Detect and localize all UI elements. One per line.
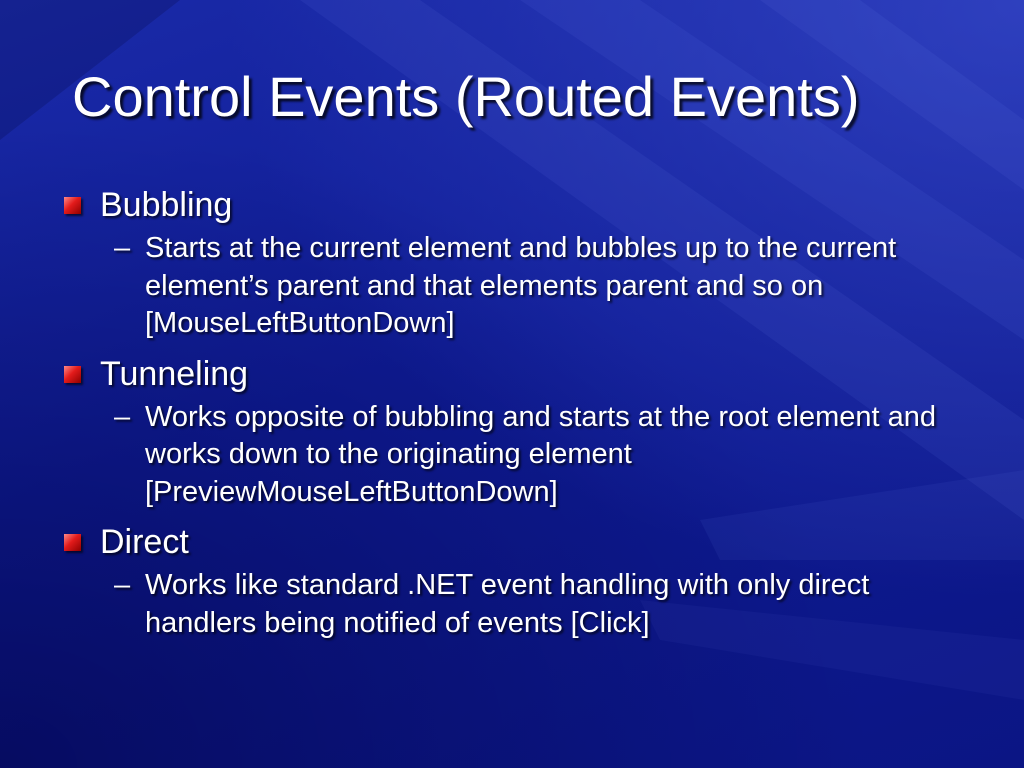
slide-title: Control Events (Routed Events) — [72, 65, 860, 128]
bullet-label: Direct — [100, 523, 189, 561]
sub-bullet-direct — [114, 567, 942, 642]
bullet-direct — [62, 521, 942, 563]
bullet-label: Tunneling — [100, 354, 249, 393]
sub-bullet-text: Works opposite of bubbling and starts at the root element and works down to the originating element [PreviewMouseLeftButtonDown] — [145, 400, 937, 508]
dash-bullet: – — [114, 569, 131, 601]
square-bullet-icon — [64, 534, 81, 551]
sub-bullet-text: Starts at the current element and bubbles up to the current element’s parent and that elements parent and so on [MouseLeftButtonDown] — [145, 232, 897, 339]
dash-bullet: – — [114, 400, 131, 433]
bullet-list — [62, 184, 942, 652]
sub-bullet-text: Works like standard .NET event handling with only direct handlers being notified of events [Click] — [145, 569, 870, 639]
bullet-label: Bubbling — [100, 186, 233, 224]
sub-bullet-tunneling — [114, 399, 942, 512]
square-bullet-icon — [64, 197, 81, 214]
sub-bullet-bubbling — [114, 230, 942, 343]
bullet-bubbling — [62, 184, 942, 226]
square-bullet-icon — [64, 366, 81, 383]
bullet-tunneling — [62, 353, 942, 395]
dash-bullet: – — [114, 232, 131, 264]
